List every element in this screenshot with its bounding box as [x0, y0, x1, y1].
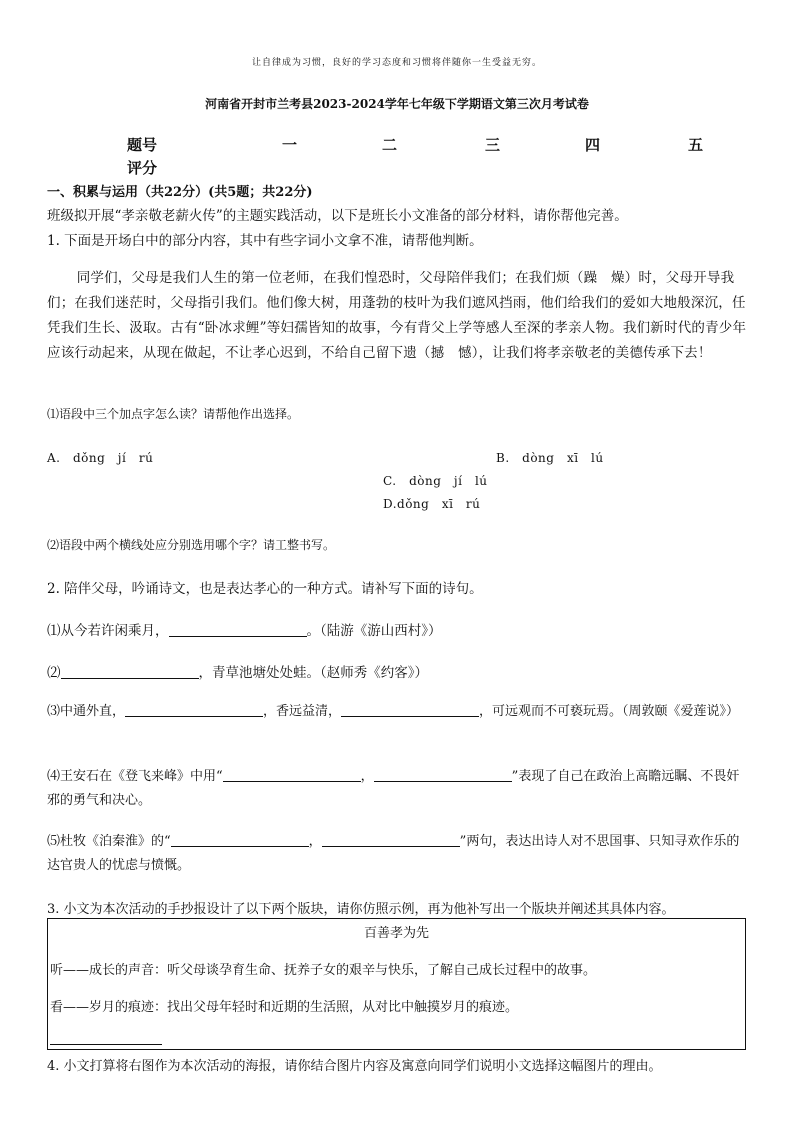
poem-item-3-prefix: ⑶中通外直， — [47, 704, 126, 719]
section-heading: 一、积累与运用（共22分）(共5题；共22分) — [47, 185, 313, 200]
question-3-stem: 3. 小文为本次活动的手抄报设计了以下两个版块，请你仿照示例，再为他补写出一个版块并阐述其具体内容。 — [47, 902, 675, 917]
poem-item-4-prefix: ⑷王安石在《登飞来峰》中用“ — [47, 769, 223, 784]
poem-item-1-suffix: 。（陆游《游山西村》） — [306, 623, 442, 639]
poem-blank-3b[interactable] — [341, 702, 479, 717]
poem-item-3 — [47, 700, 747, 724]
poem-item-1 — [47, 619, 442, 639]
poem-blank-5b[interactable] — [322, 832, 460, 847]
question-1-sub-1: ⑴语段中三个加点字怎么读？请帮他作出选择。 — [47, 407, 300, 421]
question-4-stem: 4. 小文打算将右图作为本次活动的海报，请你结合图片内容及寓意向同学们说明小文选择这幅图片的理由。 — [47, 1059, 662, 1074]
question-2-stem: 2. 陪伴父母，吟诵诗文，也是表达孝心的一种方式。请补写下面的诗句。 — [47, 581, 483, 597]
poem-item-3-middle: ，香远益清， — [263, 704, 342, 719]
poster-box-title: 百善孝为先 — [363, 926, 429, 941]
poem-item-5-prefix: ⑸杜牧《泊秦淮》的“ — [47, 834, 171, 849]
option-d[interactable]: D.dǒng xī rú — [383, 497, 481, 511]
score-table-row-label: 题号 — [127, 136, 158, 154]
poem-item-5-suffix: ”两句，表达出诗人对不思国事、只知寻欢作乐的达官贵人的忧虑与愤慨。 — [47, 834, 740, 873]
option-c[interactable]: C. dòng jí lú — [383, 474, 488, 488]
poem-blank-1[interactable] — [169, 622, 307, 637]
poem-item-2-prefix: ⑵ — [47, 665, 61, 681]
poem-item-4-suffix: ”表现了自己在政治上高瞻远瞩、不畏奸邪的勇气和决心。 — [47, 769, 740, 808]
poem-blank-2[interactable] — [61, 664, 199, 679]
poem-item-5 — [47, 830, 747, 878]
poem-item-5-middle: ， — [308, 834, 322, 849]
poem-item-4-middle: ， — [360, 769, 374, 784]
score-table-col-4: 四 — [585, 136, 601, 154]
poem-blank-5a[interactable] — [171, 832, 309, 847]
question-1-stem: 1. 下面是开场白中的部分内容，其中有些字词小文拿不准，请帮他判断。 — [47, 233, 483, 249]
option-b[interactable]: B. dòng xī lú — [496, 451, 604, 465]
poster-box-line-2: 看——岁月的痕迹：找出父母年轻时和近期的生活照，从对比中触摸岁月的痕迹。 — [50, 1000, 519, 1015]
poem-blank-4a[interactable] — [223, 767, 361, 782]
poem-blank-4b[interactable] — [374, 767, 512, 782]
poem-blank-3a[interactable] — [125, 702, 263, 717]
poem-item-1-prefix: ⑴从今若许闲乘月， — [47, 623, 169, 639]
poster-box — [47, 918, 746, 1050]
section-intro: 班级拟开展“孝亲敬老薪火传”的主题实践活动，以下是班长小文准备的部分材料，请你帮他完善。 — [47, 208, 628, 224]
poem-item-2 — [47, 661, 428, 681]
score-table-col-1: 一 — [282, 136, 298, 154]
score-table-score-label: 评分 — [127, 159, 158, 177]
score-table-col-5: 五 — [688, 136, 704, 154]
poem-item-4 — [47, 765, 747, 813]
poem-item-3-suffix: ，可远观而不可亵玩焉。（周敦颐《爱莲说》） — [479, 704, 740, 719]
exam-title: 河南省开封市兰考县2023-2024学年七年级下学期语文第三次月考试卷 — [205, 97, 589, 111]
option-a[interactable]: A. dǒng jí rú — [47, 451, 154, 465]
score-table-col-2: 二 — [382, 136, 398, 154]
motto-header: 让自律成为习惯，良好的学习态度和习惯将伴随你一生受益无穷。 — [251, 58, 542, 68]
score-table-col-3: 三 — [485, 136, 501, 154]
question-1-passage: 同学们，父母是我们人生的第一位老师，在我们惶恐时，父母陪伴我们；在我们烦（躁 燥）时，父母开导我们；在我们迷茫时，父母指引我们。他们像大树，用蓬勃的枝叶为我们遮风挡雨，他们给我们的爱如大地般深沉，任凭我们生长、汲取。古有“卧冰求鲤”等妇孺皆知的故事，今有背父上学等感人至深的孝亲人物。我们新时代的青少年应该行动起来，从现在做起，不让孝心迟到，不给自己留下遗（撼 憾），让我们将孝亲敬老的美德传承下去！ — [47, 270, 747, 361]
poster-box-answer-blank[interactable] — [50, 1044, 162, 1045]
poem-item-2-suffix: ，青草池塘处处蛙。（赵师秀《约客》） — [198, 665, 428, 681]
poster-box-line-1: 听——成长的声音：听父母谈孕育生命、抚养子女的艰辛与快乐，了解自己成长过程中的故事。 — [50, 963, 597, 978]
question-1-sub-2: ⑵语段中两个横线处应分别选用哪个字？请工整书写。 — [47, 538, 336, 552]
